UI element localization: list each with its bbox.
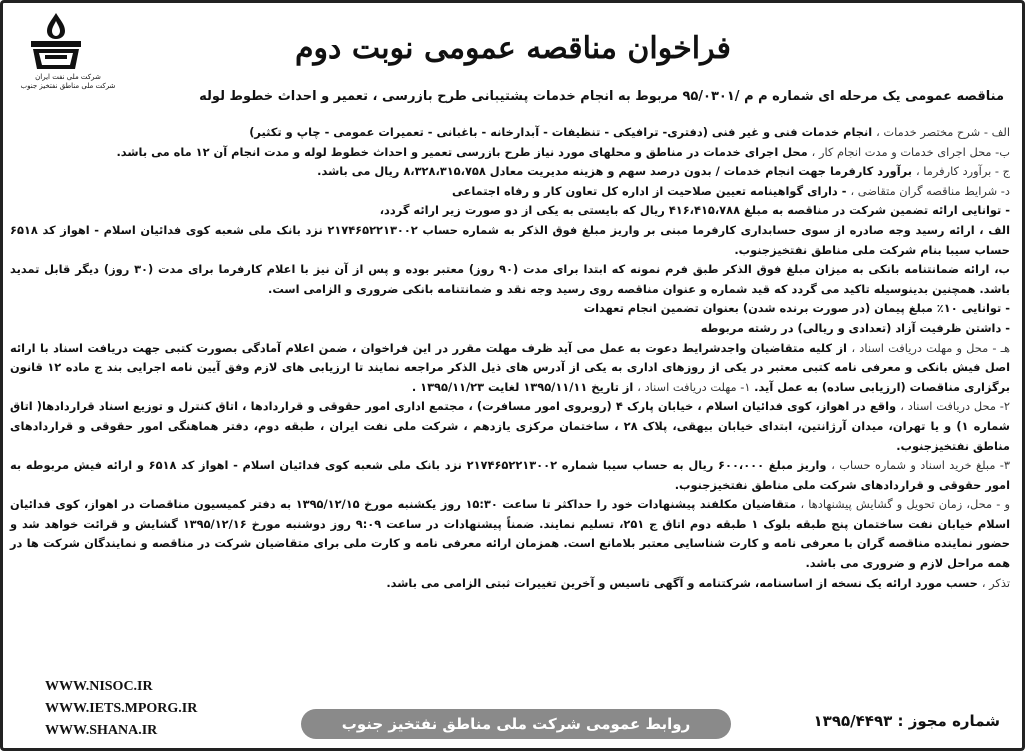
text-submission: متقاضیان مکلفند پیشنهادات خود را حداکثر تا ساعت ۱۵:۳۰ روز یکشنبه مورخ ۱۳۹۵/۱۲/۱۵ به دفتر کمیسیون مناقصات در اهواز، کوی فدائیان اسلام خیابان نفت ساختمان پنج طبقه بلوک ۱ طبقه دوم اتاق ج ۲۵۱، تسلیم نمایند. ضمناً پیشنهادات در ساعت ۹:۰۹ روز دوشنبه مورخ ۱۳۹۵/۱۲/۱۶ گشایش و قرائت خواهد شد و حضور نماینده مناقصه گران با معرفی نامه و کارت شناسایی معتبر بلامانع است. همزمان ارائه معرفی نامه و کارت ملی برای متقاضیان شرکت در مناقصه و نمایندگان شرکت ها در همه مراحل لازم و ضروری می باشد. bbox=[10, 497, 1010, 571]
text-conditions: - دارای گواهینامه تعیین صلاحیت از اداره کل تعاون کار و رفاه اجتماعی bbox=[452, 183, 851, 198]
label-description: الف - شرح مختصر خدمات ، bbox=[876, 125, 1010, 139]
label-conditions: د- شرایط مناقصه گران متقاضی ، bbox=[850, 183, 1010, 198]
text-estimate: برآورد کارفرما جهت انجام خدمات / بدون درصد سهم و هزینه مدیریت معادل ۸،۳۲۸،۳۱۵،۷۵۸ ریال می باشد. bbox=[317, 164, 916, 179]
label-documents: هـ - محل و مهلت دریافت اسناد ، bbox=[851, 340, 1010, 355]
paragraph-documents-address bbox=[10, 397, 1010, 456]
paragraph-documents bbox=[10, 339, 1010, 398]
paragraph-submission bbox=[10, 495, 1010, 573]
paragraph-location-duration bbox=[10, 143, 1010, 163]
label-documents-deadline: ۱- مهلت دریافت اسناد ، bbox=[637, 379, 755, 394]
label-estimate: ج - برآورد کارفرما ، bbox=[915, 164, 1010, 179]
text-documents-deadline: از تاریخ ۱۳۹۵/۱۱/۱۱ لغایت ۱۳۹۵/۱۱/۲۳ . bbox=[411, 379, 638, 394]
paragraph-note bbox=[10, 574, 1010, 594]
text-documents: از کلیه متقاضیان واجدشرایط دعوت به عمل می آید ظرف مهلت مقرر در این فراخوان ، ضمن اعلام آمادگی بصورت کتبی جهت دریافت اسناد با ارائه اصل فیش بانکی و معرفی نامه کتبی معتبر در یکی از روزهای اداری به یکی از آدرس های ذیل الذکر مراجعه نمایند تا ارزیابی های لازم وفق آیین نامه اجرایی بند ج ماده ۱۲ قانون برگزاری مناقصات (ارزیابی ساده) به عمل آید. bbox=[10, 340, 1011, 394]
permit-number: شماره مجوز : ۱۳۹۵/۴۴۹۳ bbox=[813, 712, 1000, 730]
paragraph-guarantee-option-a: الف ، ارائه رسید وجه صادره از سوی حسابداری کارفرما مبنی بر واریز مبلغ فوق الذکر به شماره حساب ۲۱۷۴۶۵۲۲۱۳۰۰۲ نزد بانک ملی شعبه کوی فدائیان اسلام - اهواز کد ۶۵۱۸ حساب سیبا بنام شرکت ملی مناطق نفتخیزجنوب. bbox=[10, 222, 1010, 257]
tender-body bbox=[10, 123, 1010, 593]
text-documents-address: واقع در اهواز، کوی فدائیان اسلام ، خیابان پارک ۴ (روبروی امور مسافرت) ، مجتمع اداری امور حقوقی و قراردادها ، اتاق کنترل و توزیع اسناد قراردادها( اتاق شماره ۱) و یا تهران، میدان آرژانتین، ابتدای خیابان بیهقی، پلاک ۲۸ ، ساختمان مرکزی یازدهم ، شرکت ملی نفت ایران ، طبقه دوم، دفتر هماهنگی امور حقوقی و قراردادهای مناطق نفتخیزجنوب. bbox=[10, 399, 1010, 453]
website-link-iets[interactable]: WWW.IETS.MPORG.IR bbox=[45, 701, 198, 716]
label-location-duration: ب- محل اجرای خدمات و مدت انجام کار ، bbox=[811, 144, 1010, 159]
nioc-logo-icon bbox=[25, 11, 87, 71]
label-note: تذکر ، bbox=[981, 575, 1010, 590]
text-note: حسب مورد ارائه یک نسخه از اساسنامه، شرکتنامه و آگهی تاسیس و آخرین تغییرات ثبتی الزامی می باشد. bbox=[386, 575, 982, 590]
paragraph-guarantee: - توانایی ارائه تضمین شرکت در مناقصه به مبلغ ۴۱۶،۴۱۵،۷۸۸ ریال که بایستی به یکی از دو صورت زیر ارائه گردد، bbox=[379, 203, 1010, 218]
label-documents-address: ۲- محل دریافت اسناد ، bbox=[900, 399, 1010, 414]
website-link-shana[interactable]: WWW.SHANA.IR bbox=[45, 723, 158, 738]
paragraph-description bbox=[10, 123, 1010, 143]
label-documents-fee: ۳- مبلغ خرید اسناد و شماره حساب ، bbox=[831, 458, 1011, 473]
paragraph-performance-bond: - توانایی ۱۰٪ مبلغ پیمان (در صورت برنده شدن) بعنوان تضمین انجام تعهدات bbox=[583, 301, 1010, 316]
public-relations-banner: روابط عمومی شرکت ملی مناطق نفتخیز جنوب bbox=[301, 709, 731, 739]
paragraph-documents-fee bbox=[10, 456, 1010, 495]
text-description: انجام خدمات فنی و غیر فنی (دفتری- ترافیکی - تنظیفات - آبدارخانه - باغبانی - تعمیرات عمومی - چاپ و تکثیر) bbox=[249, 125, 877, 139]
paragraph-guarantee-option-b: ب، ارائه ضمانتنامه بانکی به میزان مبلغ فوق الذکر طبق فرم نمونه که ابتدا برای مدت (۹۰ روز) معتبر بوده و پس از آن نیز با اعلام کارفرما برای مدت (۳۰ روز) دیگر قابل تمدید باشد. همچنین بدینوسیله تاکید می گردد که قید شماره و عنوان مناقصه روی رسید وجه نقد و ضمانتنامه بانکی ضروری و الزامی است. bbox=[10, 262, 1010, 296]
company-name-line2: شرکت ملی مناطق نفتخیز جنوب bbox=[20, 82, 116, 90]
company-name-line1: شرکت ملی نفت ایران bbox=[35, 73, 101, 81]
text-documents-fee: واریز مبلغ ۶۰۰،۰۰۰ ریال به حساب سیبا شماره ۲۱۷۴۶۵۲۲۱۳۰۰۲ نزد بانک ملی شعبه کوی فدائیان اسلام - اهواز کد ۶۵۱۸ و ارائه فیش مربوطه به امور حقوقی و قراردادهای شرکت ملی مناطق نفتخیزجنوب. bbox=[10, 458, 1010, 492]
page-title: فراخوان مناقصه عمومی نوبت دوم bbox=[294, 31, 731, 66]
website-link-nisoc[interactable]: WWW.NISOC.IR bbox=[45, 679, 153, 694]
text-location-duration: محل اجرای خدمات در مناطق و محلهای مورد نیاز طرح بازرسی تعمیر و احداث خطوط لوله و مدت انجام آن ۱۲ ماه می باشد. bbox=[116, 144, 812, 159]
paragraph-estimate bbox=[10, 162, 1010, 182]
tender-subtitle: مناقصه عمومی یک مرحله ای شماره م م /۹۵/۰۳۰۱ مربوط به انجام خدمات پشتیبانی طرح بازرسی ، تعمیر و احداث خطوط لوله bbox=[199, 89, 1004, 104]
paragraph-capacity: - داشتن ظرفیت آزاد (تعدادی و ریالی) در رشته مربوطه bbox=[700, 320, 1010, 335]
paragraph-conditions bbox=[10, 182, 1010, 202]
label-submission: و - محل، زمان تحویل و گشایش پیشنهادها ، bbox=[800, 497, 1010, 512]
